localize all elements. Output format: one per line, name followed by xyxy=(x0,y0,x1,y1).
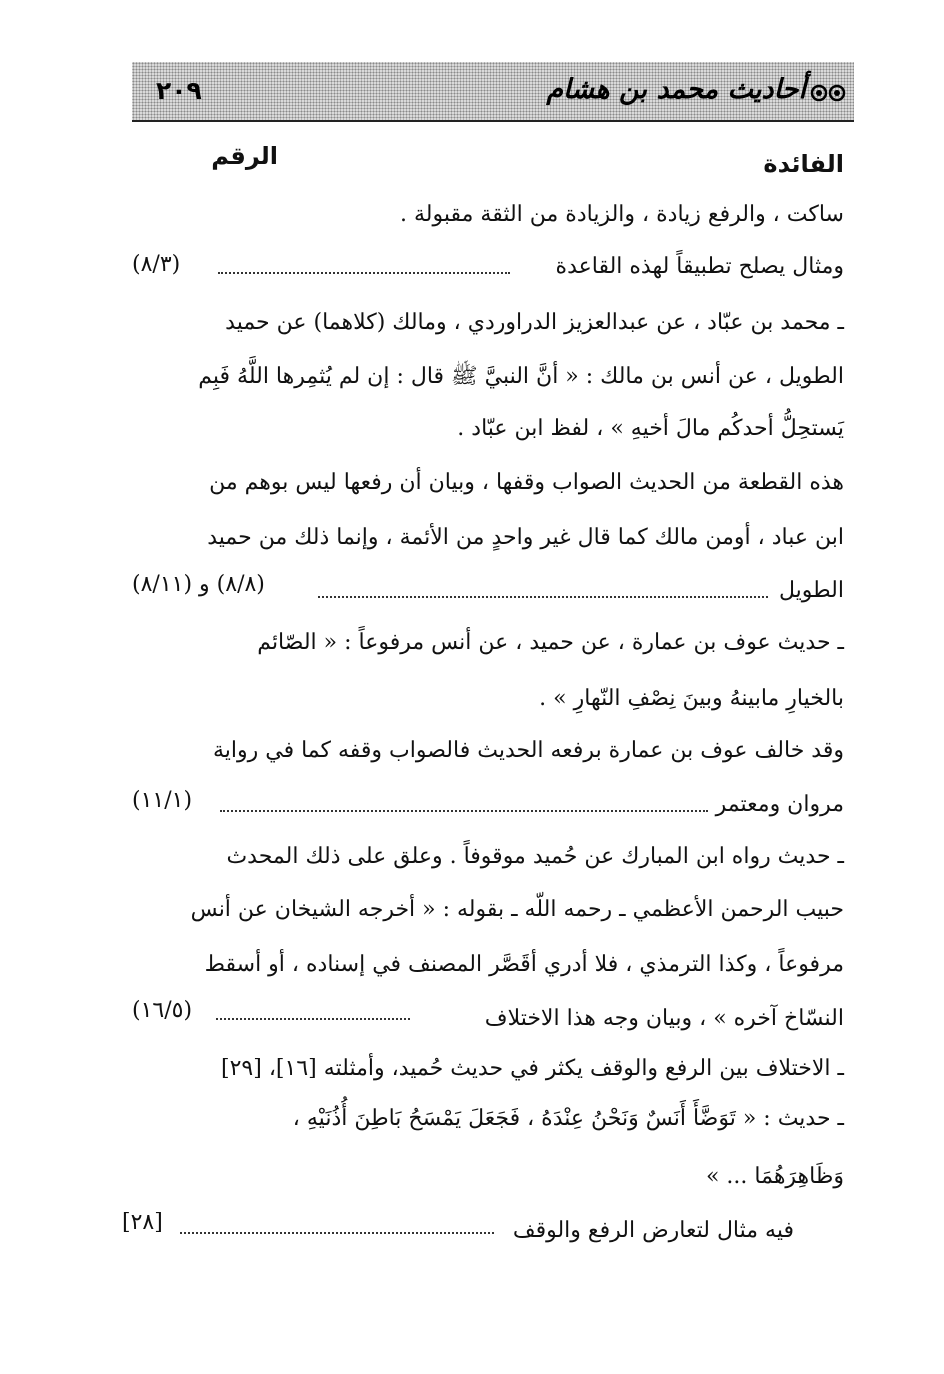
text-line: فيه مثال لتعارض الرفع والوقف xyxy=(512,1218,794,1243)
leader-dots xyxy=(218,272,510,274)
leader-dots xyxy=(180,1232,494,1234)
text-line: ـ محمد بن عبّاد ، عن عبدالعزيز الدراوردي ، ومالك (كلاهما) عن حميد xyxy=(225,310,844,335)
text-line: ـ الاختلاف بين الرفع والوقف يكثر في حديث حُميد، وأمثلته [١٦]، [٢٩] xyxy=(221,1056,844,1081)
text-line: النسّاخ آخره » ، وبيان وجه هذا الاختلاف xyxy=(484,1006,844,1031)
text-line: ساكت ، والرفع زيادة ، والزيادة من الثقة مقبولة . xyxy=(400,202,844,227)
reference-number: [٢٨] xyxy=(122,1210,163,1235)
text-line: هذه القطعة من الحديث الصواب وقفها ، وبيان أن رفعها ليس بوهم من xyxy=(209,470,844,495)
book-title: أحاديث محمد بن هشام xyxy=(546,74,806,105)
running-header xyxy=(132,62,854,122)
text-line: ـ حديث رواه ابن المبارك عن حُميد موقوفاً . وعلق على ذلك المحدث xyxy=(226,844,844,869)
reference-number: (٨/٨) و (٨/١١) xyxy=(132,572,265,597)
text-line: وقد خالف عوف بن عمارة برفعه الحديث فالصواب وقفه كما في رواية xyxy=(212,738,844,763)
reference-number: (١٦/٥) xyxy=(132,998,193,1023)
text-line: بالخيارِ مابينهُ وبينَ نِصْفِ النّهارِ » . xyxy=(539,686,844,711)
text-line: ابن عباد ، أومن مالك كما قال غير واحدٍ من الأئمة ، وإنما ذلك من حميد xyxy=(207,525,844,550)
column-heading-benefit: الفائدة xyxy=(763,150,844,178)
leader-dots xyxy=(220,810,708,812)
text-line: وَظَاهِرَهُمَا ... » xyxy=(705,1164,844,1189)
text-line: ومثال يصلح تطبيقاً لهذه القاعدة xyxy=(555,254,844,279)
text-line: الطويل xyxy=(778,578,844,603)
text-line: حبيب الرحمن الأعظمي ـ رحمه اللّه ـ بقوله : « أخرجه الشيخان عن أنس xyxy=(190,897,844,922)
column-heading-number: الرقم xyxy=(211,142,278,170)
leader-dots xyxy=(216,1018,410,1020)
reference-number: (١١/١) xyxy=(132,788,193,813)
text-line: مرفوعاً ، وكذا الترمذي ، فلا أدري أقَصَّر المصنف في إسناده ، أو أسقط xyxy=(204,952,844,977)
text-line: ـ حديث عوف بن عمارة ، عن حميد ، عن أنس مرفوعاً : « الصّائم xyxy=(257,630,844,655)
text-line: يَستحِلُّ أحدكُم مالَ أخيهِ » ، لفظ ابن عبّاد . xyxy=(457,416,844,441)
text-line: الطويل ، عن أنس بن مالك : « أنَّ النبيَّ ﷺ قال : إن لم يُثمِرها اللَّهُ فَبِم xyxy=(198,364,844,389)
text-line: مروان ومعتمر xyxy=(715,792,844,817)
decorative-circles-icon xyxy=(810,84,848,102)
text-line: ـ حديث : « تَوَضَّأَ أَنَسٌ وَنَحْنُ عِنْدَهُ ، فَجَعَلَ يَمْسَحُ بَاطِنَ أُذُنَيْهِ ، xyxy=(292,1106,844,1131)
page-number: ٢٠٩ xyxy=(156,76,202,105)
leader-dots xyxy=(318,596,768,598)
reference-number: (٨/٣) xyxy=(132,252,181,277)
